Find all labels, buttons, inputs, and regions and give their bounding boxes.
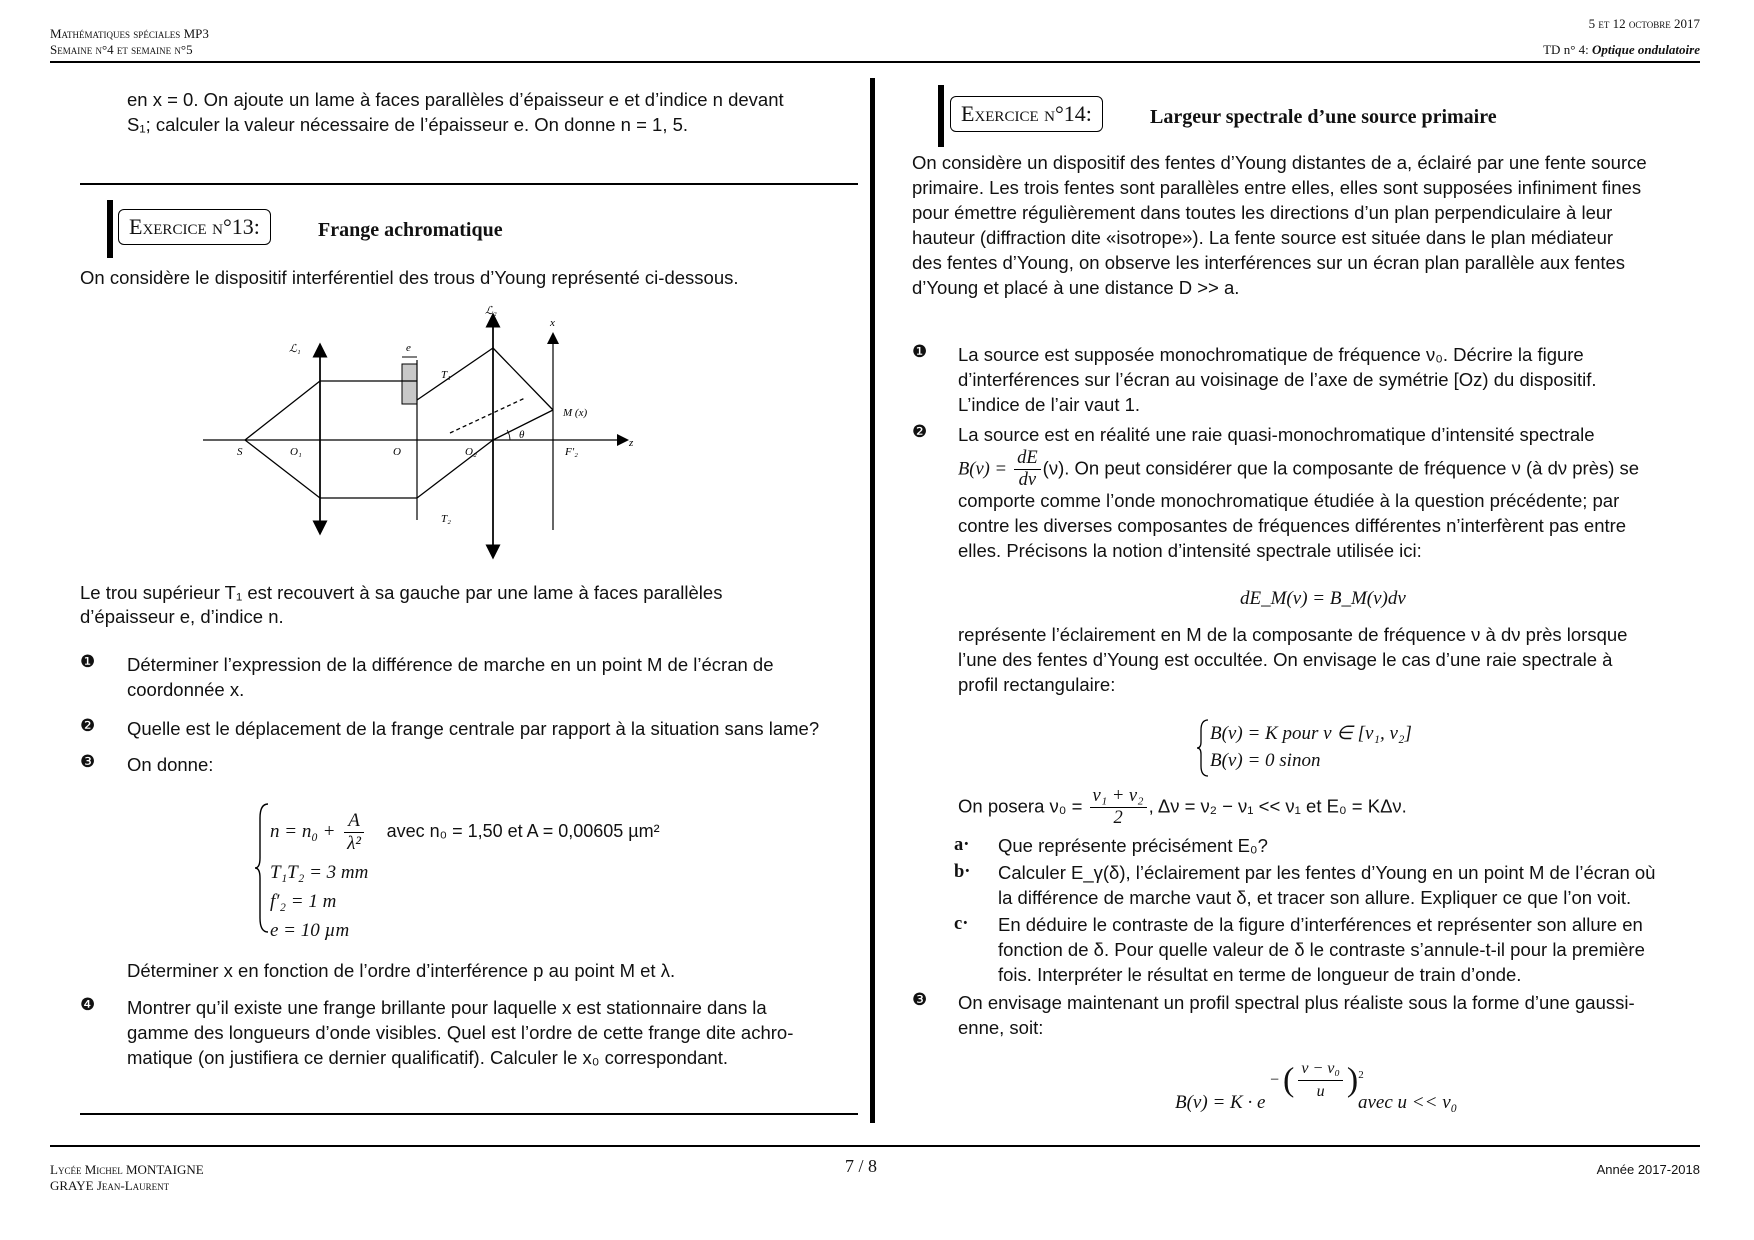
posera-line (958, 786, 1684, 829)
sub-a-label: a· (954, 835, 970, 855)
fig-label-z: z (629, 437, 634, 449)
fig-label-theta: θ (519, 429, 525, 441)
q14-1-line3: L’indice de l’air vaut 1. (958, 394, 1141, 415)
sub-a-text: Que représente précisément E₀? (998, 835, 1268, 856)
q14-2-after1: représente l’éclairement en M de la composante de fréquence ν à dν près lorsque (958, 624, 1628, 645)
header-td (1543, 42, 1700, 58)
q13-1-number: ❶ (80, 652, 96, 671)
intro-line2: S₁; calculer la valeur nécessaire de l’épaisseur e. On donne n = 1, 5. (127, 114, 689, 135)
posera-frac (1090, 786, 1147, 829)
fig-label-o: O (393, 446, 401, 458)
q14-2-line2-b: (ν). On peut considérer que la composante de fréquence ν (à dν près) se (1042, 457, 1640, 479)
q14-1-line2: d’interférences sur l’écran au voisinage de l’axe de symétrie [Oz) du dispositif. (958, 369, 1597, 390)
ex14-label: Exercice n°14: (950, 96, 1103, 132)
gauss-frac-num: ν − ν₀ (1298, 1058, 1343, 1081)
footer-school: Lycée Michel MONTAIGNE (50, 1162, 204, 1177)
ex14-bar (938, 85, 944, 147)
intro-line1: en x = 0. On ajoute un lame à faces parallèles d’épaisseur e et d’indice n devant (127, 89, 784, 110)
posera-den: 2 (1113, 808, 1123, 828)
system-brace (254, 802, 270, 934)
q14-2-frac-num: dE (1014, 448, 1041, 470)
header-td-prefix: TD n° 4: (1543, 42, 1592, 57)
sys-line2: T₁T₂ = 3 mm (270, 862, 369, 883)
sys-line4: e = 10 µm (270, 920, 350, 941)
fig-label-s: S (237, 446, 243, 458)
q14-2-rest2: contre les diverses composantes de fréquences différentes n’interfèrent pas entre (958, 515, 1627, 536)
sub-c-line2: fonction de δ. Pour quelle valeur de δ le contraste s’annule-t-il pour la première (998, 939, 1645, 960)
footer-rule (50, 1145, 1700, 1147)
q13-3-text: On donne: (127, 754, 214, 775)
q14-2-rest3: elles. Précisons la notion d’intensité spectrale utilisée ici: (958, 540, 1422, 561)
q13-4-number: ❹ (80, 995, 96, 1014)
fig-label-f2: F′₂ (565, 446, 578, 458)
fig-label-m: M (x) (563, 407, 588, 419)
posera-b: , Δν = ν₂ − ν₁ << ν₁ et E₀ = KΔν. (1148, 795, 1407, 817)
sys-line3: f′₂ = 1 m (270, 891, 337, 912)
sub-b-line1: Calculer E_γ(δ), l’éclairement par les fentes d’Young en un point M de l’écran où (998, 862, 1656, 883)
sys-line1 (270, 810, 660, 855)
rect-line1: B(ν) = K pour ν ∈ [ν₁, ν₂] (1210, 723, 1412, 744)
sub-c-line1: En déduire le contraste de la figure d’interférences et représenter son allure en (998, 914, 1643, 935)
q14-1-number: ❶ (912, 342, 928, 361)
footer-page: 7 / 8 (845, 1156, 878, 1176)
header-rule (50, 61, 1700, 63)
footer-author: GRAYE Jean-Laurent (50, 1178, 170, 1193)
ex13-intro: On considère le dispositif interférentiel des trous d’Young représenté ci-dessous. (80, 267, 739, 288)
para-after-fig-1: Le trou supérieur T₁ est recouvert à sa gauche par une lame à faces parallèles (80, 582, 723, 603)
ex14-intro-6: d’Young et placé à une distance D >> a. (912, 277, 1240, 298)
sub-b-line2: la différence de marche vaut δ, et tracer son allure. Expliquer ce que l’on voit. (998, 887, 1632, 908)
q13-3-number: ❸ (80, 752, 96, 771)
fig-label-t2: T₂ (441, 513, 451, 525)
sys1-a: n = n₀ + (270, 820, 336, 842)
q14-3-number: ❸ (912, 990, 928, 1009)
q14-2-after3: profil rectangulaire: (958, 674, 1116, 695)
fig-label-x: x (550, 317, 555, 329)
column-divider (870, 78, 875, 1123)
para-after-fig-2: d’épaisseur e, d’indice n. (80, 606, 284, 627)
sys1-frac (344, 810, 364, 855)
header-course: Mathématiques spéciales MP3 (50, 26, 209, 41)
q13-4-line1: Montrer qu’il existe une frange brillante pour laquelle x est stationnaire dans la (127, 997, 767, 1018)
separator-2 (80, 1113, 858, 1115)
eq-dEM: dE_M(ν) = B_M(ν)dν (1240, 588, 1406, 609)
fig-label-l1: ℒ₁ (289, 343, 301, 355)
ex14-intro-3: pour émettre régulièrement dans toutes les directions d’un plan perpendiculaire à leur (912, 202, 1613, 223)
ex13-title: Frange achromatique (318, 219, 503, 241)
q13-2-number: ❷ (80, 716, 96, 735)
gauss-a: B(ν) = K · e (1175, 1092, 1266, 1113)
ex13-label: Exercice n°13: (118, 209, 271, 245)
fig-label-e: e (406, 342, 411, 354)
footer-year: Année 2017-2018 (1596, 1162, 1700, 1177)
q14-3-line1: On envisage maintenant un profil spectral plus réaliste sous la forme d’une gaussi- (958, 992, 1635, 1013)
rect-brace (1196, 718, 1210, 778)
sys1-frac-num: A (344, 810, 364, 833)
ex14-intro-2: primaire. Les trois fentes sont parallèles entre elles, elles sont supposées infiniment fines (912, 177, 1642, 198)
q14-3-line2: enne, soit: (958, 1017, 1044, 1038)
fig-label-t1: T₁ (441, 369, 451, 381)
separator-1 (80, 183, 858, 185)
q14-2-frac (1014, 448, 1041, 491)
glass-plate (402, 364, 417, 404)
q14-1-line1: La source est supposée monochromatique de fréquence ν₀. Décrire la figure (958, 344, 1584, 365)
q14-2-rest1: comporte comme l’onde monochromatique étudiée à la question précédente; par (958, 490, 1620, 511)
q14-2-b: B(ν) = (958, 459, 1007, 480)
sub-c-line3: fois. Interpréter le résultat en terme de longueur de train d’onde. (998, 964, 1522, 985)
posera-num: ν₁ + ν₂ (1090, 786, 1147, 808)
q13-1-line1: Déterminer l’expression de la différence de marche en un point M de l’écran de (127, 654, 774, 675)
sub-c-label: c· (954, 914, 969, 934)
q14-2-line1: La source est en réalité une raie quasi-monochromatique d’intensité spectrale (958, 424, 1595, 445)
posera-a: On posera ν₀ = (958, 795, 1083, 817)
gauss-b: avec u << ν₀ (1358, 1092, 1458, 1113)
gauss-frac (1298, 1058, 1343, 1103)
gauss-frac-den: u (1316, 1083, 1325, 1100)
ex14-title: Largeur spectrale d’une source primaire (1150, 106, 1497, 128)
sub-b-label: b· (954, 862, 971, 882)
q14-2-frac-den: dν (1018, 470, 1037, 490)
young-holes-figure (195, 300, 645, 560)
header-date: 5 et 12 octobre 2017 (1588, 16, 1700, 31)
q13-3-after: Déterminer x en fonction de l’ordre d’interférence p au point M et λ. (127, 960, 676, 981)
ex14-intro-4: hauteur (diffraction dite «isotrope»). La fente source est située dans le plan médiateur (912, 227, 1614, 248)
ex13-bar (107, 200, 113, 258)
sys1-b: avec n₀ = 1,50 et A = 0,00605 µm² (386, 820, 660, 841)
q13-4-line3: matique (on justifiera ce dernier qualificatif). Calculer le x₀ correspondant. (127, 1047, 728, 1068)
q13-2-text: Quelle est le déplacement de la frange centrale par rapport à la situation sans lame? (127, 718, 820, 739)
fig-label-l2: ℒ₂ (485, 305, 497, 317)
fig-label-o2: O₂ (465, 446, 477, 458)
rect-line2: B(ν) = 0 sinon (1210, 750, 1321, 771)
ex14-intro-5: des fentes d’Young, on observe les interférences sur un écran plan parallèle aux fentes (912, 252, 1626, 273)
ex14-intro-1: On considère un dispositif des fentes d’Young distantes de a, éclairé par une fente source (912, 152, 1647, 173)
q14-2-after2: l’une des fentes d’Young est occultée. On envisage le cas d’une raie spectrale à (958, 649, 1613, 670)
q14-2-number: ❷ (912, 422, 928, 441)
q14-2-line2 (958, 448, 1684, 491)
fig-label-o1: O₁ (290, 446, 302, 458)
sys1-frac-den: λ² (347, 833, 362, 854)
q13-4-line2: gamme des longueurs d’onde visibles. Quel est l’ordre de cette frange dite achro- (127, 1022, 794, 1043)
q13-1-line2: coordonnée x. (127, 679, 245, 700)
header-td-title: Optique ondulatoire (1592, 42, 1700, 57)
header-week: Semaine n°4 et semaine n°5 (50, 42, 193, 57)
gauss-exponent: − ( $\frac{\text{ν − ν₀}}{u}$ )$^2$ (1270, 1058, 1364, 1103)
